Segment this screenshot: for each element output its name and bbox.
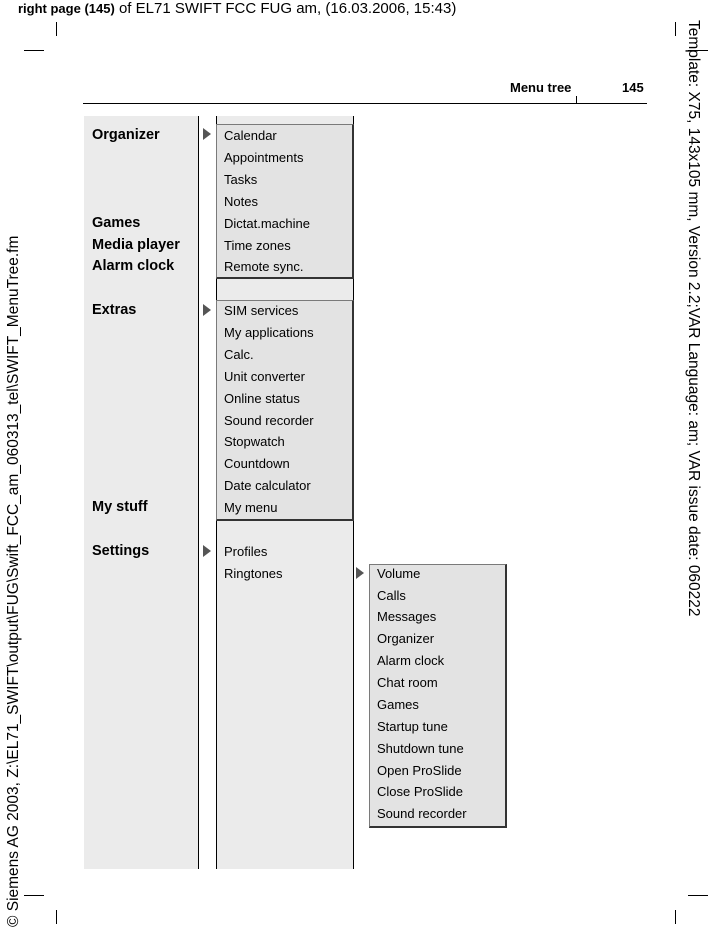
- crop-mark: [24, 895, 44, 896]
- crop-mark: [675, 910, 676, 924]
- submenu-item: Countdown: [224, 456, 290, 471]
- submenu-item: Profiles: [224, 544, 268, 559]
- submenu-item: Dictat.machine: [224, 216, 310, 231]
- main-menu-item: Settings: [92, 543, 150, 559]
- submenu-item: Calendar: [224, 128, 277, 143]
- organizer-arrow-icon: [203, 128, 211, 140]
- main-menu-item: Alarm clock: [92, 258, 175, 274]
- submenu-item: Remote sync.: [224, 259, 304, 274]
- header-tick: [576, 96, 577, 104]
- crop-mark: [56, 910, 57, 924]
- print-header-page: right page (145): [18, 1, 115, 16]
- submenu-item: SIM services: [224, 303, 299, 318]
- print-header: [18, 0, 456, 17]
- submenu-item: My applications: [224, 325, 314, 340]
- ringtones-item: Chat room: [377, 675, 438, 690]
- ringtones-arrow-icon: [356, 567, 364, 579]
- main-menu-item: Organizer: [92, 127, 160, 143]
- submenu-item: Tasks: [224, 172, 258, 187]
- submenu-item: Online status: [224, 391, 300, 406]
- submenu-item: Stopwatch: [224, 434, 285, 449]
- submenu-item: Ringtones: [224, 566, 283, 581]
- copyright-path: © Siemens AG 2003, Z:\EL71_SWIFT\output\FUG\Swift_FCC_am_060313_tel\SWIFT_MenuTree.fm: [5, 235, 22, 927]
- ringtones-item: Shutdown tune: [377, 741, 464, 756]
- ringtones-item: Organizer: [377, 631, 435, 646]
- header-rule: [83, 103, 647, 104]
- submenu-item: Calc.: [224, 347, 254, 362]
- submenu-item: Date calculator: [224, 478, 311, 493]
- ringtones-item: Startup tune: [377, 719, 448, 734]
- ringtones-item: Calls: [377, 588, 406, 603]
- crop-mark: [56, 22, 57, 36]
- submenu-item: Sound recorder: [224, 413, 314, 428]
- submenu-item: Appointments: [224, 150, 304, 165]
- submenu-item: My menu: [224, 500, 278, 515]
- template-info: Template: X75, 143x105 mm, Version 2.2;VAR Language: am; VAR issue date: 060222: [685, 20, 702, 617]
- main-menu-item: Extras: [92, 302, 137, 318]
- crop-mark: [675, 22, 676, 36]
- crop-mark: [688, 895, 708, 896]
- page-number: 145: [622, 80, 644, 95]
- submenu-item: Unit converter: [224, 369, 305, 384]
- ringtones-item: Close ProSlide: [377, 784, 463, 799]
- ringtones-item: Alarm clock: [377, 653, 445, 668]
- extras-arrow-icon: [203, 304, 211, 316]
- print-header-info: of EL71 SWIFT FCC FUG am, (16.03.2006, 15:43): [114, 0, 457, 17]
- ringtones-item: Sound recorder: [377, 806, 467, 821]
- submenu-item: Time zones: [224, 238, 291, 253]
- crop-mark: [24, 50, 44, 51]
- running-title: Menu tree: [510, 80, 572, 95]
- ringtones-item: Games: [377, 697, 419, 712]
- main-menu-item: Media player: [92, 237, 180, 253]
- main-menu-item: Games: [92, 215, 141, 231]
- ringtones-item: Volume: [377, 566, 421, 581]
- ringtones-item: Open ProSlide: [377, 763, 462, 778]
- ringtones-item: Messages: [377, 609, 437, 624]
- submenu-item: Notes: [224, 194, 258, 209]
- settings-arrow-icon: [203, 545, 211, 557]
- main-menu-item: My stuff: [92, 499, 148, 515]
